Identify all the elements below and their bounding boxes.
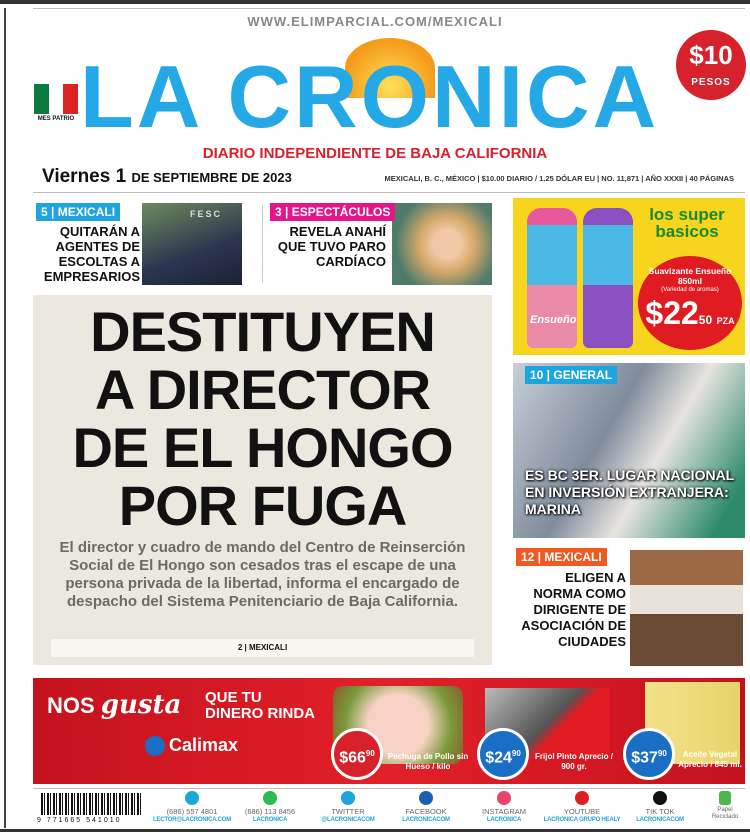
footer-youtube[interactable]: YOUTUBE LACRONICA GRUPO HEALY [543, 791, 621, 824]
price-unit: PESOS [691, 77, 731, 88]
product: Suavizante Ensueño 850ml [648, 266, 732, 286]
story-photo [630, 550, 743, 666]
headline-line: DE EL HONGO [72, 416, 453, 479]
date-day: Viernes 1 [42, 166, 127, 187]
story-general[interactable] [513, 363, 745, 538]
calimax-ad[interactable] [33, 678, 745, 784]
teaser-photo [142, 203, 242, 285]
variety: (Variedad de aromas) [661, 287, 719, 293]
date-rest: DE SEPTIEMBRE DE 2023 [131, 170, 292, 185]
flag-caption: MES PATRIO [37, 116, 75, 122]
slogan-1: NOS [47, 693, 95, 718]
date [42, 166, 292, 189]
section-tag: 5 | MEXICALI [36, 203, 120, 221]
bottle-purple [583, 208, 633, 348]
story-mexicali[interactable] [516, 548, 626, 650]
brand-logo: los super basicos [649, 205, 725, 241]
section-tag: 10 | GENERAL [525, 366, 617, 384]
divider [262, 205, 263, 283]
ad-slogan [47, 690, 181, 721]
softener-ad[interactable] [513, 198, 745, 355]
slogan: DIARIO INDEPENDIENTE DE BAJA CALIFORNIA [202, 145, 548, 162]
teaser-title: REVELA ANAHÍ QUE TUVO PARO CARDÍACO [277, 224, 386, 269]
page-reference: 2 | MEXICALI [51, 639, 474, 657]
whatsapp-icon [263, 791, 277, 805]
headline [33, 300, 492, 537]
teaser-espectaculos[interactable] [270, 203, 391, 269]
main-story[interactable] [33, 295, 492, 665]
recycled-paper: Papel Reciclado [705, 791, 745, 821]
bottle-pink [527, 208, 577, 348]
barcode-number: 9 771665 541010 [37, 817, 122, 824]
mexico-flag-icon [34, 84, 78, 114]
story-title: ES BC 3ER. LUGAR NACIONAL EN INVERSIÓN EXTRANJERA: MARINA [525, 467, 734, 517]
item-name: Aceite Vegetal Aprecio / 845 ml. [678, 750, 742, 769]
instagram-icon [497, 791, 511, 805]
edition-meta: MEXICALI, B. C., MÉXICO | $10.00 DIARIO / 1.25 DÓLAR EU | NO. 11,871 | AÑO XXXII | 40 PÁGINAS [384, 174, 734, 183]
youtube-icon [575, 791, 589, 805]
headline-line: POR FUGA [118, 474, 407, 537]
story-title: ELIGEN A NORMA COMO DIRIGENTE DE ASOCIACIÓN DE CIUDADES [521, 570, 626, 649]
footer [33, 790, 745, 828]
slogan-3: QUE TU DINERO RINDA [205, 689, 316, 722]
footer-twitter[interactable]: TWITTER @LACRONICACOM [309, 791, 387, 824]
top-border [0, 0, 750, 4]
price: $10 [689, 40, 733, 70]
bottle-label: Ensueño [530, 314, 577, 326]
slogan-2: gusta [100, 690, 182, 720]
price-oil: $\$37^{90}$ [623, 728, 675, 780]
deck: El director y cuadro de mando del Centro de Reinserción Social de El Hongo son cesados tras el escape de una persona privada de la libertad, informa el encargado de despacho del Sistema Penitenciario de Baja California. [59, 539, 466, 610]
tiktok-icon [653, 791, 667, 805]
item-name: Pechuga de Pollo sin Hueso / kilo [387, 752, 469, 771]
section-tag: 3 | ESPECTÁCULOS [270, 203, 395, 221]
item-name: Frijol Pinto Aprecio / 900 gr. [535, 752, 613, 771]
recycle-icon [719, 791, 731, 805]
teaser-mexicali[interactable] [36, 203, 140, 284]
divider [33, 788, 745, 789]
facebook-icon [419, 791, 433, 805]
footer-facebook[interactable]: FACEBOOK LACRONICACOM [387, 791, 465, 824]
left-border [4, 8, 6, 828]
price-badge [676, 30, 746, 100]
price-chicken: $\$66^{90}$ [331, 728, 383, 780]
ad-cents: 50 [698, 313, 713, 327]
ad-price: $22 [645, 295, 699, 331]
photo-text: FESC [190, 209, 223, 219]
headline-line: DESTITUYEN [90, 300, 435, 363]
divider [33, 192, 745, 193]
cart-icon [145, 736, 165, 756]
divider [33, 8, 745, 9]
ad-unit: PZA [716, 316, 735, 326]
teaser-photo [392, 203, 492, 285]
footer-instagram[interactable]: INSTAGRAM LACRONICA [465, 791, 543, 824]
headline-line: A DIRECTOR [94, 358, 431, 421]
footer-whatsapp[interactable]: (686) 113 8456 LACRONICA [231, 791, 309, 824]
price-burst [638, 256, 742, 350]
teaser-title: QUITARÁN A AGENTES DE ESCOLTAS A EMPRESARIOS [43, 224, 140, 284]
price-beans: $\$24^{90}$ [477, 728, 529, 780]
calimax-logo [145, 734, 238, 756]
section-tag: 12 | MEXICALI [516, 548, 607, 566]
footer-tiktok[interactable]: TIK TOK LACRONICACOM [621, 791, 699, 824]
user-icon [185, 791, 199, 805]
brand: Calimax [169, 735, 239, 755]
footer-contact[interactable]: (686) 557 4801 LECTOR@LACRONICA.COM [153, 791, 231, 824]
twitter-icon [341, 791, 355, 805]
site-url[interactable]: WWW.ELIMPARCIAL.COM/MEXICALI [247, 14, 503, 29]
barcode [41, 793, 141, 815]
newspaper-logo: LA CRONICA [80, 47, 660, 146]
